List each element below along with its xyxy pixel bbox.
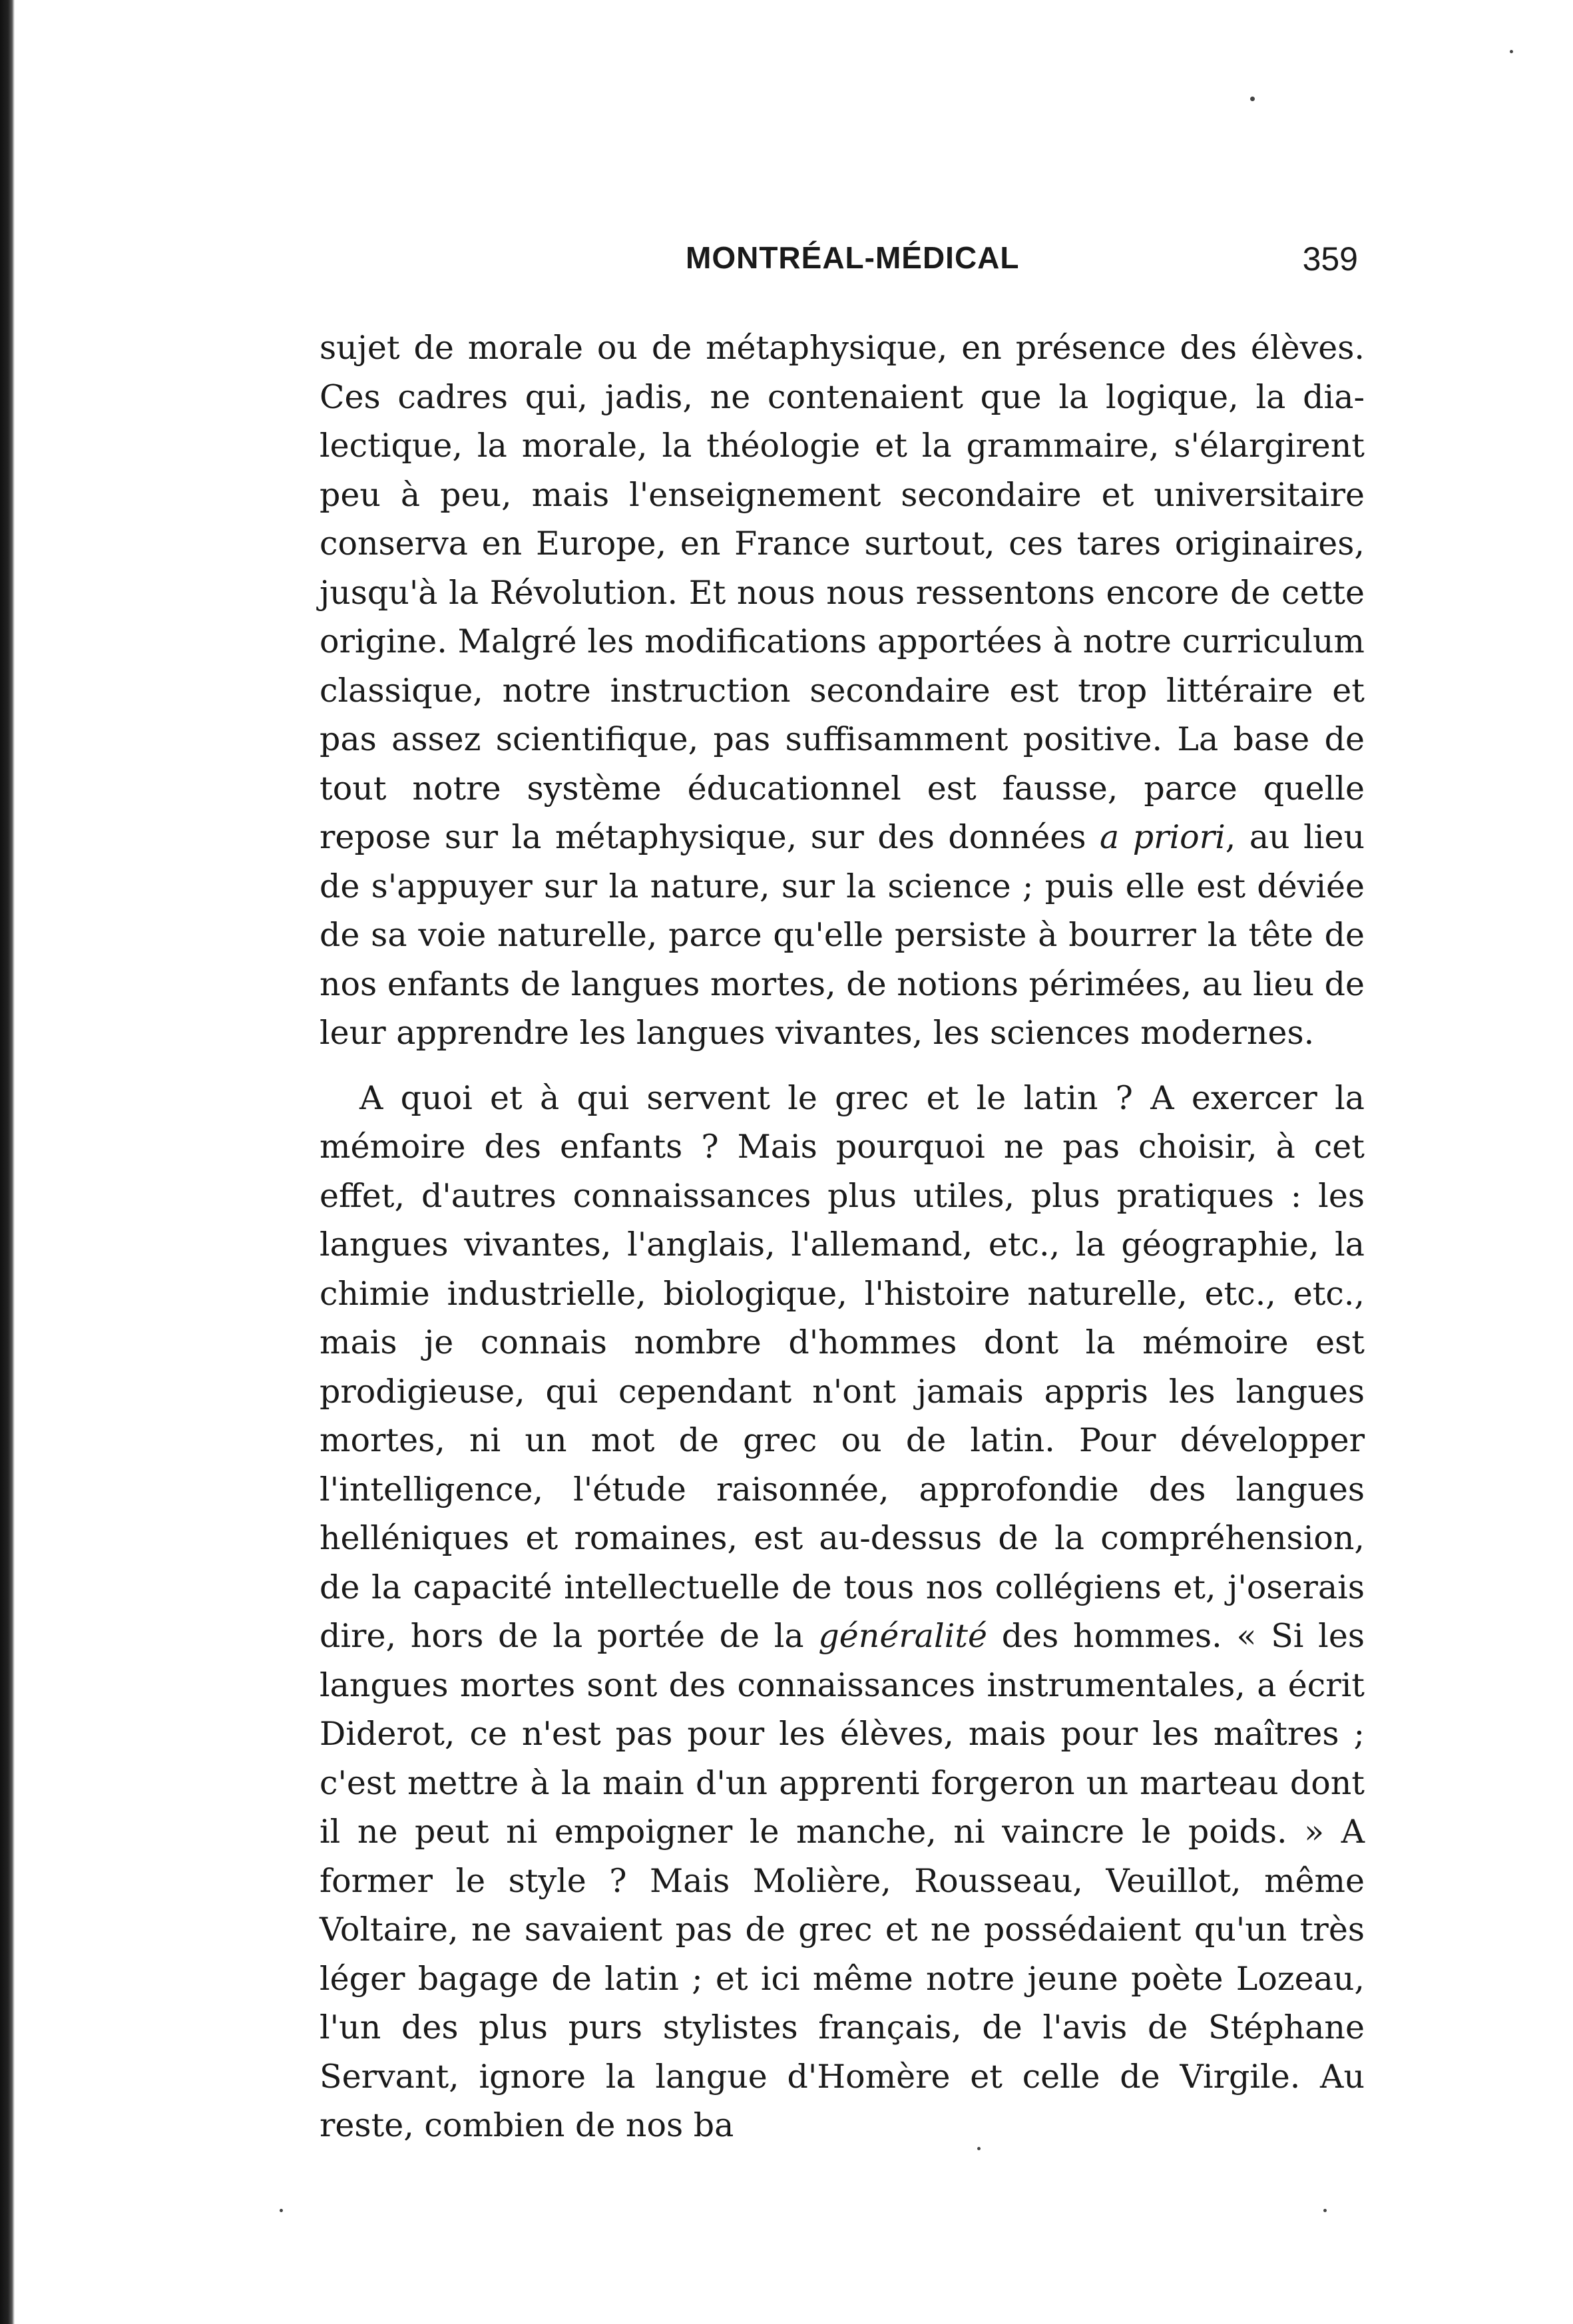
scan-speck	[1510, 50, 1513, 53]
page-binding-edge	[0, 0, 15, 2324]
italic-phrase: a priori	[1099, 818, 1226, 856]
paragraph	[320, 1074, 1365, 2150]
body-text	[320, 324, 1365, 2150]
scan-speck	[1323, 2209, 1327, 2212]
scan-speck	[280, 2209, 283, 2212]
page-header	[320, 240, 1358, 293]
italic-phrase: généralité	[818, 1617, 987, 1655]
paragraph-text-continued: des hommes. « Si les langues mortes sont des connaissances instrumentales, a écrit Diderot, ce n'est pas pour les élèves, mais pour les maîtres ; c'est mettre à la main d'un apprenti forgeron un marteau dont il ne peut ni empoigner le manche, ni vaincre le poids. » A former le style ? Mais Molière, Rousseau, Veuillot, même Voltaire, ne savaient pas de grec et ne possédaient qu'un très léger bagage de latin ; et ici même notre jeune poète Lozeau, l'un des plus purs stylistes français, de l'avis de Stéphane Servant, ignore la langue d'Homère et celle de Virgile. Au reste, combien de nos ba	[320, 1617, 1365, 2144]
paragraph-text: sujet de morale ou de métaphysique, en présence des élèves. Ces cadres qui, jadis, ne contenaient que la logique, la dialectique, la morale, la théologie et la grammaire, s'élargirent peu à peu, mais l'enseignement secondaire et universitaire conserva en Europe, en France surtout, ces tares originaires, jusqu'à la Révolution. Et nous nous ressentons encore de cette origine. Malgré les modifications apportées à notre curriculum classique, notre instruction secondaire est trop littéraire et pas assez scientifique, pas suffisamment positive. La base de tout notre système éducationnel est fausse, parce quelle repose sur la métaphysique, sur des données	[320, 329, 1365, 856]
paragraph	[320, 324, 1365, 1058]
paragraph-text-continued: , au lieu de s'appuyer sur la nature, sur la science ; puis elle est déviée de sa voie naturelle, parce qu'elle persiste à bourrer la tête de nos enfants de langues mortes, de notions périmées, au lieu de leur apprendre les langues vivantes, les sciences modernes.	[320, 818, 1365, 1052]
running-title: MONTRÉAL-MÉDICAL	[686, 240, 1020, 275]
scan-speck	[1250, 97, 1255, 101]
page-number: 359	[1302, 240, 1358, 278]
paragraph-text: A quoi et à qui servent le grec et le latin ? A exercer la mémoire des enfants ? Mais pourquoi ne pas choisir, à cet effet, d'autres connaissances plus utiles, plus pratiques : les langues vivantes, l'anglais, l'allemand, etc., la géographie, la chimie industrielle, biologique, l'histoire naturelle, etc., etc., mais je connais nombre d'hommes dont la mémoire est prodigieuse, qui cependant n'ont jamais appris les langues mortes, ni un mot de grec ou de latin. Pour développer l'intelligence, l'étude raisonnée, approfondie des langues helléniques et romaines, est au-dessus de la compréhension, de la capacité intellectuelle de tous nos collégiens et, j'oserais dire, hors de la portée de la	[320, 1078, 1365, 1655]
